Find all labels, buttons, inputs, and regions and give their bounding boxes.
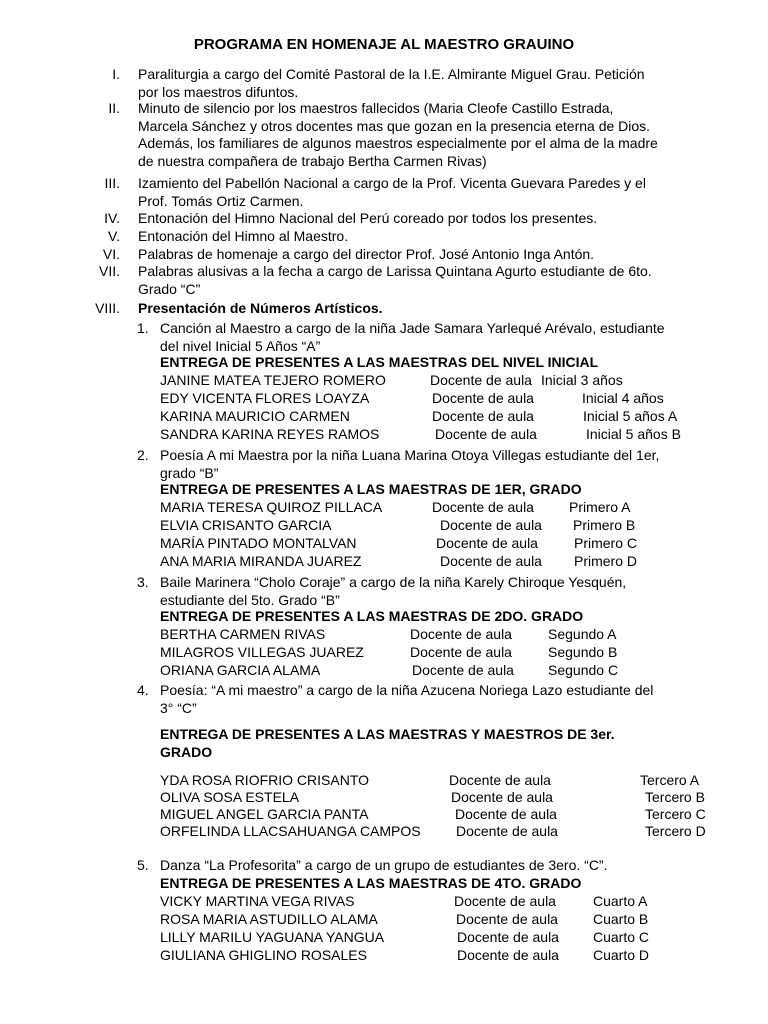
teacher-name: ORIANA GARCIA ALAMA <box>160 662 321 678</box>
teacher-name: OLIVA SOSA ESTELA <box>160 789 300 805</box>
item-line: Grado “C” <box>138 280 201 297</box>
teacher-role: Docente de aula <box>456 823 558 839</box>
act-number: 1. <box>137 320 149 336</box>
teacher-name: GIULIANA GHIGLINO ROSALES <box>160 947 367 963</box>
item-line: Paraliturgia a cargo del Comité Pastoral de la I.E. Almirante Miguel Grau. Petición <box>138 66 645 82</box>
teacher-grade: Cuarto D <box>593 947 650 963</box>
teacher-name: ANA MARIA MIRANDA JUAREZ <box>160 553 362 569</box>
teacher-grade: Inicial 5 años B <box>586 426 681 442</box>
teacher-role: Docente de aula <box>435 426 537 442</box>
teacher-grade: Tercero D <box>645 823 706 839</box>
act-line: estudiante del 5to. Grado “B” <box>160 591 340 608</box>
teacher-grade: Primero B <box>573 517 636 533</box>
act-line: 3° “C” <box>160 699 197 716</box>
item-line: Izamiento del Pabellón Nacional a cargo de la Prof. Vicenta Guevara Paredes y el <box>138 175 646 191</box>
item-line: Además, los familiares de algunos maestros especialmente por el alma de la madre <box>138 135 658 151</box>
teacher-role: Docente de aula <box>454 893 556 909</box>
teacher-role: Docente de aula <box>449 772 551 788</box>
section-heading: ENTREGA DE PRESENTES A LAS MAESTRAS DE 1ER, GRADO <box>160 481 582 497</box>
item-number: VIII. <box>95 300 120 316</box>
teacher-name: MILAGROS VILLEGAS JUAREZ <box>160 644 364 660</box>
act-line: del nivel Inicial 5 Años “A” <box>160 337 321 354</box>
act-number: 3. <box>137 574 149 590</box>
act-line: Poesía: “A mi maestro” a cargo de la niña Azucena Noriega Lazo estudiante del <box>160 682 654 698</box>
teacher-name: ELVIA CRISANTO GARCIA <box>160 517 332 533</box>
teacher-grade: Cuarto A <box>593 893 648 909</box>
item-line: Palabras de homenaje a cargo del director Prof. José Antonio Inga Antón. <box>138 246 595 262</box>
teacher-role: Docente de aula <box>440 517 542 533</box>
section-heading: GRADO <box>160 744 213 760</box>
teacher-grade: Cuarto C <box>593 929 650 945</box>
teacher-role: Docente de aula <box>432 408 534 424</box>
item-line: Entonación del Himno Nacional del Perú coreado por todos los presentes. <box>138 210 598 226</box>
item-number: III. <box>104 175 120 191</box>
item-line: Prof. Tomás Ortiz Carmen. <box>138 192 304 209</box>
teacher-grade: Segundo B <box>548 644 618 660</box>
item-number: V. <box>108 228 120 244</box>
teacher-role: Docente de aula <box>410 644 512 660</box>
teacher-role: Docente de aula <box>412 662 514 678</box>
item-line: Palabras alusivas a la fecha a cargo de Larissa Quintana Agurto estudiante de 6to. <box>138 263 652 279</box>
item-line: Entonación del Himno al Maestro. <box>138 228 349 244</box>
teacher-name: BERTHA CARMEN RIVAS <box>160 626 326 642</box>
act-number: 2. <box>137 447 149 463</box>
item-line: Marcela Sánchez y otros docentes mas que gozan en la presencia eterna de Dios. <box>138 117 651 134</box>
teacher-role: Docente de aula <box>455 806 557 822</box>
item-line: Minuto de silencio por los maestros fallecidos (Maria Cleofe Castillo Estrada, <box>138 100 614 116</box>
teacher-role: Docente de aula <box>456 911 558 927</box>
item-line: de nuestra compañera de trabajo Bertha Carmen Rivas) <box>138 152 487 169</box>
teacher-role: Docente de aula <box>440 553 542 569</box>
teacher-name: JANINE MATEA TEJERO ROMERO <box>160 372 386 388</box>
item-number: II. <box>108 100 120 116</box>
page-title: PROGRAMA EN HOMENAJE AL MAESTRO GRAUINO <box>193 36 575 53</box>
item-number: VI. <box>102 246 120 262</box>
act-line: Danza “La Profesorita” a cargo de un grupo de estudiantes de 3ero. “C”. <box>160 857 608 873</box>
teacher-grade: Segundo A <box>548 626 617 642</box>
teacher-grade: Inicial 5 años A <box>583 408 678 424</box>
teacher-name: EDY VICENTA FLORES LOAYZA <box>160 390 370 406</box>
item-line: por los maestros difuntos. <box>138 83 299 100</box>
act-number: 5. <box>137 857 149 873</box>
teacher-role: Docente de aula <box>436 535 538 551</box>
teacher-role: Docente de aula <box>432 390 534 406</box>
section-heading: ENTREGA DE PRESENTES A LAS MAESTRAS Y MAESTROS DE 3er. <box>160 726 615 742</box>
act-line: Canción al Maestro a cargo de la niña Jade Samara Yarlequé Arévalo, estudiante <box>160 320 665 336</box>
item-number: IV. <box>104 210 120 226</box>
teacher-grade: Tercero B <box>645 789 705 805</box>
teacher-name: YDA ROSA RIOFRIO CRISANTO <box>160 772 370 788</box>
teacher-name: MIGUEL ANGEL GARCIA PANTA <box>160 806 369 822</box>
teacher-grade: Primero D <box>574 553 638 569</box>
teacher-role: Docente de aula <box>430 372 532 388</box>
teacher-role: Docente de aula <box>410 626 512 642</box>
teacher-name: KARINA MAURICIO CARMEN <box>160 408 350 424</box>
act-line: Poesía A mi Maestra por la niña Luana Marina Otoya Villegas estudiante del 1er, <box>160 447 660 463</box>
teacher-grade: Primero A <box>569 499 631 515</box>
section-heading: ENTREGA DE PRESENTES A LAS MAESTRAS DE 2DO. GRADO <box>160 608 584 624</box>
item-number: I. <box>112 66 120 82</box>
teacher-name: SANDRA KARINA REYES RAMOS <box>160 426 380 442</box>
teacher-name: VICKY MARTINA VEGA RIVAS <box>160 893 355 909</box>
teacher-role: Docente de aula <box>457 947 559 963</box>
item-number: VII. <box>98 263 120 279</box>
teacher-grade: Segundo C <box>548 662 619 678</box>
teacher-name: MARIA TERESA QUIROZ PILLACA <box>160 499 383 515</box>
act-line: grado “B” <box>160 464 219 481</box>
teacher-role: Docente de aula <box>451 789 553 805</box>
teacher-grade: Primero C <box>574 535 638 551</box>
teacher-role: Docente de aula <box>432 499 534 515</box>
teacher-name: ORFELINDA LLACSAHUANGA CAMPOS <box>160 823 421 839</box>
teacher-name: ROSA MARIA ASTUDILLO ALAMA <box>160 911 378 927</box>
act-number: 4. <box>137 682 149 698</box>
section-heading: ENTREGA DE PRESENTES A LAS MAESTRAS DE 4TO. GRADO <box>160 875 582 891</box>
teacher-grade: Tercero C <box>645 806 706 822</box>
teacher-grade: Cuarto B <box>593 911 649 927</box>
teacher-name: LILLY MARILU YAGUANA YANGUA <box>160 929 385 945</box>
teacher-name: MARÍA PINTADO MONTALVAN <box>160 535 357 551</box>
section-heading: ENTREGA DE PRESENTES A LAS MAESTRAS DEL NIVEL INICIAL <box>160 354 599 370</box>
item-line: Presentación de Números Artísticos. <box>138 300 383 316</box>
teacher-role: Docente de aula <box>457 929 559 945</box>
teacher-grade: Inicial 3 años <box>541 372 623 388</box>
act-line: Baile Marinera “Cholo Coraje” a cargo de la niña Karely Chiroque Yesquén, <box>160 574 627 590</box>
teacher-grade: Inicial 4 años <box>582 390 664 406</box>
teacher-grade: Tercero A <box>640 772 700 788</box>
